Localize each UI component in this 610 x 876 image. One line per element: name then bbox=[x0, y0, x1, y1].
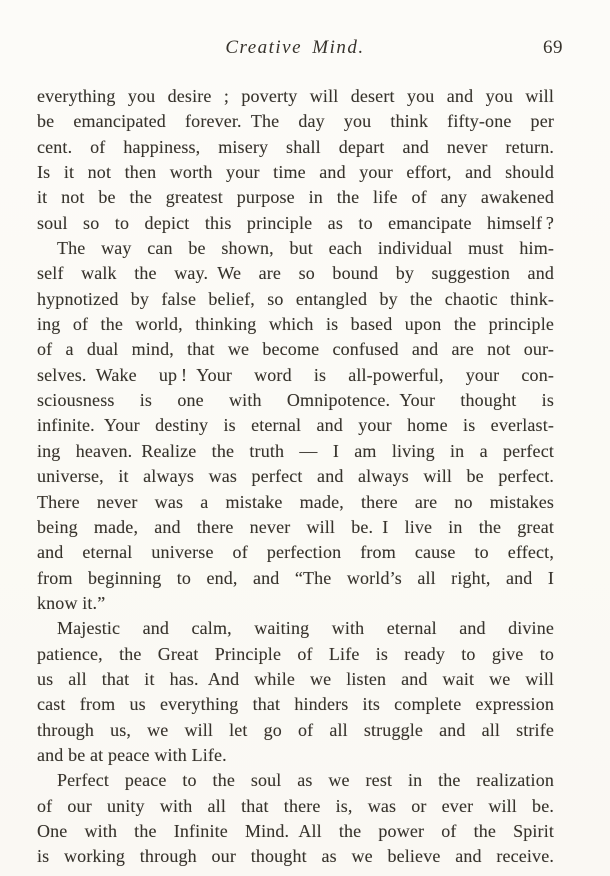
running-head bbox=[37, 37, 563, 61]
text-line: soul so to depict this principle as to emancipate himself ? bbox=[37, 212, 554, 233]
text-line: Is it not then worth your time and your effort, and should bbox=[37, 162, 554, 183]
text-line: selves. Wake up ! Your word is all-powerful, your con- bbox=[37, 364, 554, 385]
text-line: sciousness is one with Omnipotence. Your thought is bbox=[37, 390, 554, 411]
text-line: The way can be shown, but each individual must him- bbox=[57, 238, 554, 259]
text-line: it not be the greatest purpose in the life of any awakened bbox=[37, 187, 554, 208]
text-line: ing of the world, thinking which is based upon the principle bbox=[37, 314, 554, 335]
text-line: Perfect peace to the soul as we rest in the realization bbox=[57, 770, 554, 791]
text-line: be emancipated forever. The day you think fifty-one per bbox=[37, 111, 554, 132]
text-line: cent. of happiness, misery shall depart and never return. bbox=[37, 136, 554, 157]
paragraph bbox=[37, 236, 554, 616]
text-line: through us, we will let go of all struggle and all strife bbox=[37, 719, 554, 740]
text-line: hypnotized by false belief, so entangled by the chaotic think- bbox=[37, 288, 554, 309]
text-line: know it.” bbox=[37, 592, 106, 613]
text-line: infinite. Your destiny is eternal and your home is everlast- bbox=[37, 415, 554, 436]
text-line: us all that it has. And while we listen and wait we will bbox=[37, 668, 554, 689]
text-line: of a dual mind, that we become confused and are not our- bbox=[37, 339, 554, 360]
text-line: patience, the Great Principle of Life is ready to give to bbox=[37, 643, 554, 664]
text-line: is working through our thought as we believe and receive. bbox=[37, 846, 554, 867]
text-line: and eternal universe of perfection from cause to effect, bbox=[37, 542, 554, 563]
page-body bbox=[37, 84, 554, 870]
text-line: from beginning to end, and “The world’s all right, and I bbox=[37, 567, 554, 588]
text-line: Majestic and calm, waiting with eternal and divine bbox=[57, 618, 554, 639]
text-line: everything you desire ; poverty will desert you and you will bbox=[37, 86, 554, 106]
text-line: cast from us everything that hinders its complete expression bbox=[37, 694, 554, 715]
paragraph bbox=[37, 84, 554, 236]
text-line: self walk the way. We are so bound by suggestion and bbox=[37, 263, 554, 284]
paragraph bbox=[37, 768, 554, 869]
text-line: of our unity with all that there is, was or ever will be. bbox=[37, 795, 554, 816]
page-number: 69 bbox=[543, 37, 563, 58]
paragraph bbox=[37, 616, 554, 768]
page-title: Creative Mind. bbox=[225, 37, 365, 58]
text-line: ing heaven. Realize the truth — I am living in a perfect bbox=[37, 440, 554, 461]
text-line: There never was a mistake made, there are no mistakes bbox=[37, 491, 554, 512]
text-line: being made, and there never will be. I live in the great bbox=[37, 516, 554, 537]
text-line: and be at peace with Life. bbox=[37, 744, 227, 765]
text-line: One with the Infinite Mind. All the power of the Spirit bbox=[37, 820, 554, 841]
text-line: universe, it always was perfect and always will be perfect. bbox=[37, 466, 554, 487]
